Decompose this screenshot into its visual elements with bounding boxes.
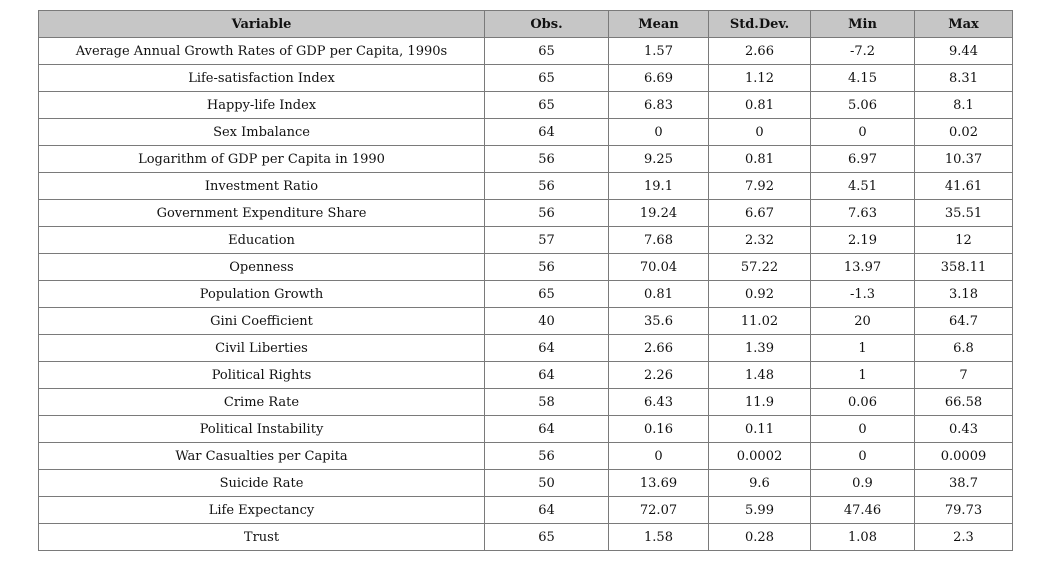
cell-std-dev: 0.92 bbox=[709, 281, 811, 308]
cell-variable: War Casualties per Capita bbox=[39, 443, 485, 470]
table-row bbox=[39, 308, 1013, 335]
cell-max: 8.31 bbox=[915, 65, 1013, 92]
table-row bbox=[39, 335, 1013, 362]
cell-std-dev: 2.32 bbox=[709, 227, 811, 254]
cell-mean: 0.81 bbox=[609, 281, 709, 308]
cell-max: 10.37 bbox=[915, 146, 1013, 173]
table-row bbox=[39, 146, 1013, 173]
cell-variable: Political Instability bbox=[39, 416, 485, 443]
cell-mean: 0 bbox=[609, 443, 709, 470]
cell-min: 1 bbox=[811, 362, 915, 389]
cell-max: 0.43 bbox=[915, 416, 1013, 443]
cell-variable: Life-satisfaction Index bbox=[39, 65, 485, 92]
cell-mean: 72.07 bbox=[609, 497, 709, 524]
cell-min: 0.9 bbox=[811, 470, 915, 497]
cell-mean: 1.58 bbox=[609, 524, 709, 551]
cell-mean: 9.25 bbox=[609, 146, 709, 173]
cell-variable: Education bbox=[39, 227, 485, 254]
header-mean: Mean bbox=[609, 11, 709, 38]
cell-std-dev: 5.99 bbox=[709, 497, 811, 524]
cell-std-dev: 11.02 bbox=[709, 308, 811, 335]
cell-max: 35.51 bbox=[915, 200, 1013, 227]
header-max: Max bbox=[915, 11, 1013, 38]
cell-std-dev: 1.48 bbox=[709, 362, 811, 389]
cell-std-dev: 0.11 bbox=[709, 416, 811, 443]
table-row bbox=[39, 200, 1013, 227]
cell-min: 0.06 bbox=[811, 389, 915, 416]
cell-max: 66.58 bbox=[915, 389, 1013, 416]
cell-mean: 6.43 bbox=[609, 389, 709, 416]
cell-max: 38.7 bbox=[915, 470, 1013, 497]
cell-mean: 6.83 bbox=[609, 92, 709, 119]
cell-min: -7.2 bbox=[811, 38, 915, 65]
table-header bbox=[39, 11, 1013, 38]
cell-min: 5.06 bbox=[811, 92, 915, 119]
cell-max: 3.18 bbox=[915, 281, 1013, 308]
cell-obs: 64 bbox=[485, 362, 609, 389]
descriptive-statistics-table bbox=[38, 10, 1013, 551]
cell-max: 2.3 bbox=[915, 524, 1013, 551]
cell-min: 20 bbox=[811, 308, 915, 335]
cell-mean: 70.04 bbox=[609, 254, 709, 281]
cell-max: 12 bbox=[915, 227, 1013, 254]
cell-std-dev: 57.22 bbox=[709, 254, 811, 281]
cell-std-dev: 1.12 bbox=[709, 65, 811, 92]
cell-std-dev: 6.67 bbox=[709, 200, 811, 227]
cell-max: 64.7 bbox=[915, 308, 1013, 335]
table-body bbox=[39, 38, 1013, 551]
header-row bbox=[39, 11, 1013, 38]
cell-variable: Gini Coefficient bbox=[39, 308, 485, 335]
cell-variable: Openness bbox=[39, 254, 485, 281]
cell-variable: Logarithm of GDP per Capita in 1990 bbox=[39, 146, 485, 173]
cell-mean: 0 bbox=[609, 119, 709, 146]
cell-mean: 0.16 bbox=[609, 416, 709, 443]
cell-max: 41.61 bbox=[915, 173, 1013, 200]
table-row bbox=[39, 254, 1013, 281]
cell-obs: 65 bbox=[485, 281, 609, 308]
cell-variable: Average Annual Growth Rates of GDP per Capita, 1990s bbox=[39, 38, 485, 65]
cell-min: 6.97 bbox=[811, 146, 915, 173]
cell-obs: 64 bbox=[485, 119, 609, 146]
table-row bbox=[39, 173, 1013, 200]
cell-min: 0 bbox=[811, 119, 915, 146]
cell-max: 0.0009 bbox=[915, 443, 1013, 470]
cell-std-dev: 9.6 bbox=[709, 470, 811, 497]
cell-std-dev: 0.28 bbox=[709, 524, 811, 551]
cell-min: 7.63 bbox=[811, 200, 915, 227]
cell-obs: 64 bbox=[485, 497, 609, 524]
cell-variable: Happy-life Index bbox=[39, 92, 485, 119]
header-min: Min bbox=[811, 11, 915, 38]
table-row bbox=[39, 389, 1013, 416]
cell-std-dev: 11.9 bbox=[709, 389, 811, 416]
cell-std-dev: 2.66 bbox=[709, 38, 811, 65]
cell-mean: 6.69 bbox=[609, 65, 709, 92]
cell-mean: 1.57 bbox=[609, 38, 709, 65]
cell-obs: 40 bbox=[485, 308, 609, 335]
table-row bbox=[39, 38, 1013, 65]
cell-min: 4.15 bbox=[811, 65, 915, 92]
cell-mean: 7.68 bbox=[609, 227, 709, 254]
cell-std-dev: 0 bbox=[709, 119, 811, 146]
cell-min: 13.97 bbox=[811, 254, 915, 281]
table-row bbox=[39, 227, 1013, 254]
cell-obs: 64 bbox=[485, 335, 609, 362]
header-std-dev: Std.Dev. bbox=[709, 11, 811, 38]
table-row bbox=[39, 281, 1013, 308]
cell-variable: Sex Imbalance bbox=[39, 119, 485, 146]
cell-obs: 58 bbox=[485, 389, 609, 416]
cell-mean: 19.1 bbox=[609, 173, 709, 200]
cell-variable: Government Expenditure Share bbox=[39, 200, 485, 227]
header-obs: Obs. bbox=[485, 11, 609, 38]
cell-obs: 64 bbox=[485, 416, 609, 443]
cell-max: 7 bbox=[915, 362, 1013, 389]
cell-obs: 56 bbox=[485, 200, 609, 227]
cell-obs: 50 bbox=[485, 470, 609, 497]
table-row bbox=[39, 443, 1013, 470]
cell-max: 0.02 bbox=[915, 119, 1013, 146]
cell-std-dev: 0.0002 bbox=[709, 443, 811, 470]
cell-obs: 56 bbox=[485, 173, 609, 200]
cell-std-dev: 0.81 bbox=[709, 146, 811, 173]
cell-variable: Suicide Rate bbox=[39, 470, 485, 497]
cell-mean: 13.69 bbox=[609, 470, 709, 497]
cell-std-dev: 1.39 bbox=[709, 335, 811, 362]
cell-min: 1.08 bbox=[811, 524, 915, 551]
table-row bbox=[39, 362, 1013, 389]
cell-std-dev: 0.81 bbox=[709, 92, 811, 119]
cell-obs: 65 bbox=[485, 524, 609, 551]
cell-std-dev: 7.92 bbox=[709, 173, 811, 200]
header-variable: Variable bbox=[39, 11, 485, 38]
cell-obs: 57 bbox=[485, 227, 609, 254]
cell-variable: Population Growth bbox=[39, 281, 485, 308]
cell-min: 0 bbox=[811, 443, 915, 470]
cell-variable: Life Expectancy bbox=[39, 497, 485, 524]
cell-variable: Investment Ratio bbox=[39, 173, 485, 200]
cell-min: 4.51 bbox=[811, 173, 915, 200]
cell-mean: 2.66 bbox=[609, 335, 709, 362]
cell-min: 2.19 bbox=[811, 227, 915, 254]
cell-obs: 65 bbox=[485, 38, 609, 65]
table-row bbox=[39, 119, 1013, 146]
cell-mean: 19.24 bbox=[609, 200, 709, 227]
table-row bbox=[39, 416, 1013, 443]
cell-min: 1 bbox=[811, 335, 915, 362]
cell-variable: Civil Liberties bbox=[39, 335, 485, 362]
cell-obs: 56 bbox=[485, 254, 609, 281]
table-row bbox=[39, 524, 1013, 551]
table-row bbox=[39, 470, 1013, 497]
cell-variable: Crime Rate bbox=[39, 389, 485, 416]
cell-min: -1.3 bbox=[811, 281, 915, 308]
table-row bbox=[39, 65, 1013, 92]
cell-obs: 65 bbox=[485, 92, 609, 119]
cell-variable: Trust bbox=[39, 524, 485, 551]
cell-max: 9.44 bbox=[915, 38, 1013, 65]
cell-min: 0 bbox=[811, 416, 915, 443]
table-row bbox=[39, 497, 1013, 524]
cell-max: 79.73 bbox=[915, 497, 1013, 524]
cell-max: 358.11 bbox=[915, 254, 1013, 281]
cell-mean: 35.6 bbox=[609, 308, 709, 335]
cell-max: 8.1 bbox=[915, 92, 1013, 119]
cell-min: 47.46 bbox=[811, 497, 915, 524]
table-row bbox=[39, 92, 1013, 119]
cell-max: 6.8 bbox=[915, 335, 1013, 362]
cell-obs: 56 bbox=[485, 146, 609, 173]
cell-obs: 56 bbox=[485, 443, 609, 470]
cell-obs: 65 bbox=[485, 65, 609, 92]
cell-mean: 2.26 bbox=[609, 362, 709, 389]
cell-variable: Political Rights bbox=[39, 362, 485, 389]
